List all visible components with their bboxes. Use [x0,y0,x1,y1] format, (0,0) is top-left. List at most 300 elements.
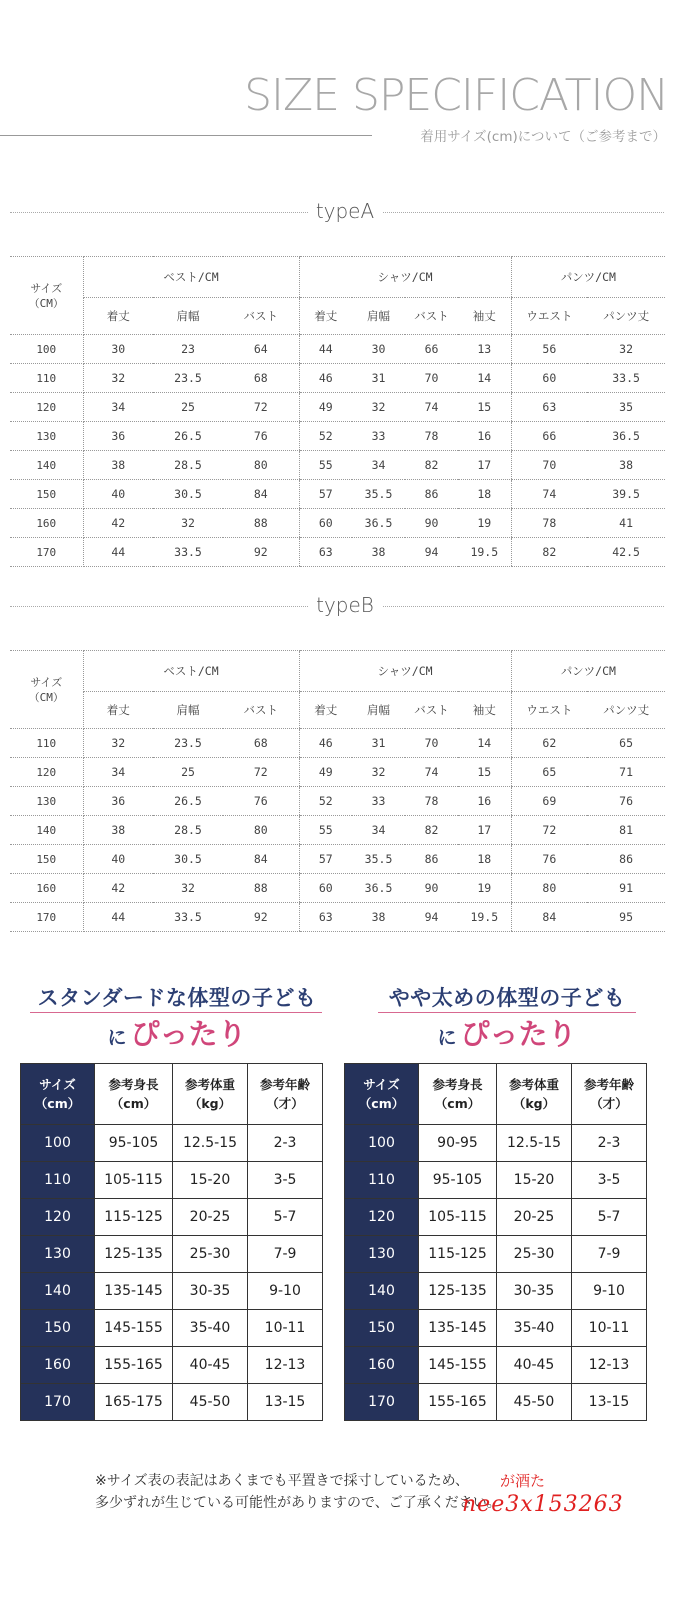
value-cell: 40 [83,845,153,874]
value-cell: 64 [223,335,299,364]
table-row [21,1162,323,1199]
value-cell: 17 [458,451,511,480]
value-cell: 38 [83,816,153,845]
value-cell: 15 [458,393,511,422]
value-cell: 68 [223,729,299,758]
value-cell: 82 [405,451,458,480]
value-cell: 145-155 [95,1310,173,1347]
reference-header-line: 参考体重 [184,1077,235,1092]
table-row [10,816,665,845]
reference-header-line: （kg） [188,1096,232,1111]
value-cell: 76 [223,422,299,451]
value-cell: 60 [299,874,352,903]
value-cell: 36 [83,787,153,816]
size-column-header: パンツ丈 [587,692,665,729]
value-cell: 71 [587,758,665,787]
reference-header-row [21,1064,323,1125]
value-cell: 19.5 [458,903,511,932]
value-cell: 84 [223,480,299,509]
value-cell: 5-7 [248,1199,323,1236]
value-cell: 105-115 [419,1199,497,1236]
value-cell: 19.5 [458,538,511,567]
value-cell: 86 [405,845,458,874]
size-cell: 150 [345,1310,419,1347]
value-cell: 72 [223,758,299,787]
caption-standard-ni: に [107,1027,127,1049]
value-cell: 30-35 [173,1273,248,1310]
size-note-line1: ※サイズ表の表記はあくまでも平置きで採寸しているため、 [95,1473,470,1489]
value-cell: 35.5 [352,845,405,874]
value-cell: 44 [83,903,153,932]
value-cell: 36.5 [587,422,665,451]
size-group-header-row [10,257,665,298]
size-group-header: パンツ/CM [511,651,665,692]
value-cell: 32 [352,758,405,787]
value-cell: 33 [352,422,405,451]
size-cell: 160 [10,874,83,903]
value-cell: 33.5 [153,903,223,932]
table-row [10,787,665,816]
size-cell: 110 [10,729,83,758]
value-cell: 34 [352,816,405,845]
value-cell: 16 [458,422,511,451]
size-column-header: 袖丈 [458,692,511,729]
value-cell: 82 [405,816,458,845]
size-lead-header [10,257,83,335]
value-cell: 44 [83,538,153,567]
reference-header-line: 参考体重 [508,1077,559,1092]
value-cell: 28.5 [153,816,223,845]
value-cell: 115-125 [419,1236,497,1273]
value-cell: 155-165 [95,1347,173,1384]
size-cell: 160 [21,1347,95,1384]
reference-header [173,1064,248,1125]
value-cell: 49 [299,393,352,422]
caption-standard: スタンダードな体型の子ども [37,986,317,1010]
size-column-header-row [10,298,665,335]
value-cell: 155-165 [419,1384,497,1421]
value-cell: 34 [83,758,153,787]
value-cell: 31 [352,364,405,393]
size-cell: 140 [10,451,83,480]
value-cell: 125-135 [419,1273,497,1310]
value-cell: 3-5 [248,1162,323,1199]
value-cell: 70 [405,364,458,393]
value-cell: 15 [458,758,511,787]
value-cell: 7-9 [248,1236,323,1273]
size-cell: 170 [10,903,83,932]
reference-header-row [345,1064,647,1125]
size-cell: 140 [21,1273,95,1310]
size-cell: 170 [10,538,83,567]
size-column-header: パンツ丈 [587,298,665,335]
reference-header [345,1064,419,1125]
table-row [10,538,665,567]
size-column-header: 肩幅 [352,298,405,335]
value-cell: 78 [405,422,458,451]
value-cell: 63 [299,538,352,567]
size-cell: 120 [10,393,83,422]
reference-header [419,1064,497,1125]
value-cell: 81 [587,816,665,845]
value-cell: 33 [352,787,405,816]
reference-header-line: サイズ [39,1077,76,1092]
value-cell: 63 [511,393,587,422]
value-cell: 45-50 [497,1384,572,1421]
page-title: SIZE SPECIFICATION [244,70,668,121]
size-column-header: 着丈 [83,298,153,335]
size-cell: 110 [345,1162,419,1199]
reference-header-line: （kg） [512,1096,556,1111]
value-cell: 12-13 [248,1347,323,1384]
value-cell: 15-20 [173,1162,248,1199]
value-cell: 14 [458,729,511,758]
value-cell: 34 [352,451,405,480]
size-lead-header-line: （CM） [28,690,64,704]
value-cell: 82 [511,538,587,567]
value-cell: 32 [153,509,223,538]
table-row [21,1310,323,1347]
value-cell: 25-30 [173,1236,248,1273]
value-cell: 13 [458,335,511,364]
watermark-top: が酒た [500,1472,546,1490]
value-cell: 76 [511,845,587,874]
reference-header-line: 参考身長 [108,1077,159,1092]
size-cell: 130 [21,1236,95,1273]
value-cell: 41 [587,509,665,538]
watermark-bottom: nee3x153263 [462,1492,624,1517]
value-cell: 42 [83,874,153,903]
value-cell: 80 [223,451,299,480]
value-cell: 88 [223,874,299,903]
value-cell: 26.5 [153,787,223,816]
header-rule [0,135,372,136]
table-row [10,509,665,538]
reference-header [21,1064,95,1125]
table-row [10,451,665,480]
table-row [21,1125,323,1162]
value-cell: 19 [458,874,511,903]
value-cell: 25-30 [497,1236,572,1273]
value-cell: 18 [458,480,511,509]
table-row [10,393,665,422]
value-cell: 78 [511,509,587,538]
value-cell: 78 [405,787,458,816]
size-group-header: シャツ/CM [299,651,511,692]
value-cell: 45-50 [173,1384,248,1421]
value-cell: 32 [83,364,153,393]
value-cell: 66 [405,335,458,364]
value-cell: 105-115 [95,1162,173,1199]
value-cell: 23.5 [153,729,223,758]
value-cell: 38 [352,538,405,567]
table-row [10,903,665,932]
reference-table-standard [20,1063,323,1421]
table-row [21,1199,323,1236]
size-table-typeA [10,256,665,567]
size-cell: 120 [21,1199,95,1236]
typeA-label-wrap [0,199,690,223]
value-cell: 92 [223,903,299,932]
size-group-header: ベスト/CM [83,651,299,692]
caption-standard-emphasis [22,1012,332,1053]
value-cell: 57 [299,480,352,509]
value-cell: 66 [511,422,587,451]
table-row [10,364,665,393]
size-column-header: 着丈 [299,298,352,335]
caption-plump-pittari: ぴったり [460,1017,577,1051]
value-cell: 72 [223,393,299,422]
table-row [10,422,665,451]
value-cell: 88 [223,509,299,538]
value-cell: 16 [458,787,511,816]
size-cell: 130 [10,787,83,816]
typeB-label: typeB [308,593,382,617]
size-column-header: 着丈 [83,692,153,729]
value-cell: 125-135 [95,1236,173,1273]
value-cell: 57 [299,845,352,874]
value-cell: 52 [299,422,352,451]
size-lead-header-line: サイズ [30,675,63,689]
value-cell: 12.5-15 [173,1125,248,1162]
typeB-label-wrap [0,593,690,617]
size-cell: 150 [21,1310,95,1347]
value-cell: 33.5 [153,538,223,567]
value-cell: 74 [511,480,587,509]
value-cell: 72 [511,816,587,845]
value-cell: 32 [83,729,153,758]
value-cell: 70 [405,729,458,758]
size-group-header: ベスト/CM [83,257,299,298]
value-cell: 20-25 [497,1199,572,1236]
value-cell: 95 [587,903,665,932]
value-cell: 23.5 [153,364,223,393]
size-cell: 100 [21,1125,95,1162]
size-column-header: 肩幅 [153,298,223,335]
value-cell: 25 [153,758,223,787]
value-cell: 19 [458,509,511,538]
value-cell: 36.5 [352,874,405,903]
value-cell: 38 [83,451,153,480]
value-cell: 32 [153,874,223,903]
size-cell: 120 [345,1199,419,1236]
value-cell: 135-145 [95,1273,173,1310]
reference-header [572,1064,647,1125]
value-cell: 55 [299,451,352,480]
value-cell: 145-155 [419,1347,497,1384]
value-cell: 68 [223,364,299,393]
reference-header-line: （cm） [34,1096,81,1111]
value-cell: 5-7 [572,1199,647,1236]
reference-header-line: 参考身長 [432,1077,483,1092]
value-cell: 38 [587,451,665,480]
reference-header-line: （cm） [358,1096,405,1111]
size-cell: 160 [10,509,83,538]
table-row [21,1384,323,1421]
value-cell: 2-3 [572,1125,647,1162]
value-cell: 49 [299,758,352,787]
value-cell: 46 [299,729,352,758]
table-row [21,1236,323,1273]
table-row [10,874,665,903]
value-cell: 80 [511,874,587,903]
size-group-header: シャツ/CM [299,257,511,298]
value-cell: 18 [458,845,511,874]
value-cell: 30.5 [153,845,223,874]
size-table-typeB [10,650,665,932]
table-row [345,1199,647,1236]
size-cell: 130 [345,1236,419,1273]
value-cell: 55 [299,816,352,845]
value-cell: 74 [405,758,458,787]
reference-header-line: サイズ [363,1077,400,1092]
size-note-line2: 多少ずれが生じている可能性がありますので、ご了承ください。 [95,1495,501,1511]
value-cell: 36.5 [352,509,405,538]
value-cell: 12.5-15 [497,1125,572,1162]
typeA-label: typeA [308,199,382,223]
value-cell: 94 [405,538,458,567]
value-cell: 10-11 [248,1310,323,1347]
value-cell: 34 [83,393,153,422]
value-cell: 10-11 [572,1310,647,1347]
value-cell: 65 [587,729,665,758]
value-cell: 32 [587,335,665,364]
reference-table-plump [344,1063,647,1421]
value-cell: 28.5 [153,451,223,480]
page-subtitle: 着用サイズ(cm)について（ご参考まで） [420,129,666,145]
value-cell: 40-45 [497,1347,572,1384]
value-cell: 40 [83,480,153,509]
table-row [345,1347,647,1384]
caption-plump-emphasis [352,1012,662,1053]
value-cell: 84 [511,903,587,932]
value-cell: 25 [153,393,223,422]
reference-header-line: （cm） [434,1096,481,1111]
value-cell: 76 [223,787,299,816]
table-row [345,1310,647,1347]
value-cell: 9-10 [248,1273,323,1310]
value-cell: 95-105 [419,1162,497,1199]
reference-header-line: （才） [266,1096,304,1111]
value-cell: 13-15 [248,1384,323,1421]
value-cell: 84 [223,845,299,874]
value-cell: 70 [511,451,587,480]
value-cell: 42 [83,509,153,538]
table-row [345,1162,647,1199]
value-cell: 3-5 [572,1162,647,1199]
size-cell: 140 [10,816,83,845]
table-row [21,1273,323,1310]
value-cell: 63 [299,903,352,932]
value-cell: 12-13 [572,1347,647,1384]
value-cell: 69 [511,787,587,816]
size-group-header-row [10,651,665,692]
size-cell: 100 [10,335,83,364]
value-cell: 91 [587,874,665,903]
value-cell: 33.5 [587,364,665,393]
value-cell: 36 [83,422,153,451]
table-row [21,1347,323,1384]
value-cell: 35 [587,393,665,422]
value-cell: 39.5 [587,480,665,509]
reference-header [497,1064,572,1125]
table-row [10,729,665,758]
caption-plump: やや太めの体型の子ども [388,986,626,1010]
value-cell: 9-10 [572,1273,647,1310]
table-row [10,480,665,509]
size-column-header: ウエスト [511,692,587,729]
caption-standard-pittari: ぴったり [130,1017,247,1051]
caption-plump-ni: に [437,1027,457,1049]
size-cell: 130 [10,422,83,451]
value-cell: 32 [352,393,405,422]
table-row [345,1384,647,1421]
value-cell: 2-3 [248,1125,323,1162]
size-cell: 120 [10,758,83,787]
size-column-header-row [10,692,665,729]
reference-header-line: （才） [590,1096,628,1111]
value-cell: 26.5 [153,422,223,451]
value-cell: 56 [511,335,587,364]
value-cell: 44 [299,335,352,364]
size-lead-header [10,651,83,729]
table-row [345,1236,647,1273]
size-group-header: パンツ/CM [511,257,665,298]
size-column-header: 肩幅 [153,692,223,729]
reference-header-line: （cm） [110,1096,157,1111]
table-row [10,335,665,364]
value-cell: 46 [299,364,352,393]
value-cell: 74 [405,393,458,422]
size-column-header: 着丈 [299,692,352,729]
size-column-header: バスト [223,298,299,335]
value-cell: 60 [511,364,587,393]
reference-header-line: 参考年齢 [583,1077,634,1092]
table-row [10,758,665,787]
size-cell: 110 [21,1162,95,1199]
size-lead-header-line: サイズ [30,281,63,295]
size-column-header: バスト [223,692,299,729]
value-cell: 135-145 [419,1310,497,1347]
size-cell: 160 [345,1347,419,1384]
size-cell: 150 [10,845,83,874]
table-row [345,1125,647,1162]
value-cell: 94 [405,903,458,932]
value-cell: 76 [587,787,665,816]
value-cell: 30 [83,335,153,364]
size-column-header: 肩幅 [352,692,405,729]
value-cell: 65 [511,758,587,787]
value-cell: 115-125 [95,1199,173,1236]
size-column-header: バスト [405,692,458,729]
size-cell: 150 [10,480,83,509]
size-cell: 100 [345,1125,419,1162]
size-cell: 170 [21,1384,95,1421]
value-cell: 165-175 [95,1384,173,1421]
size-cell: 170 [345,1384,419,1421]
value-cell: 30 [352,335,405,364]
value-cell: 30-35 [497,1273,572,1310]
value-cell: 90-95 [419,1125,497,1162]
value-cell: 35-40 [173,1310,248,1347]
value-cell: 95-105 [95,1125,173,1162]
value-cell: 31 [352,729,405,758]
size-lead-header-line: （CM） [28,296,64,310]
value-cell: 80 [223,816,299,845]
size-note [95,1470,501,1514]
table-row [345,1273,647,1310]
value-cell: 62 [511,729,587,758]
